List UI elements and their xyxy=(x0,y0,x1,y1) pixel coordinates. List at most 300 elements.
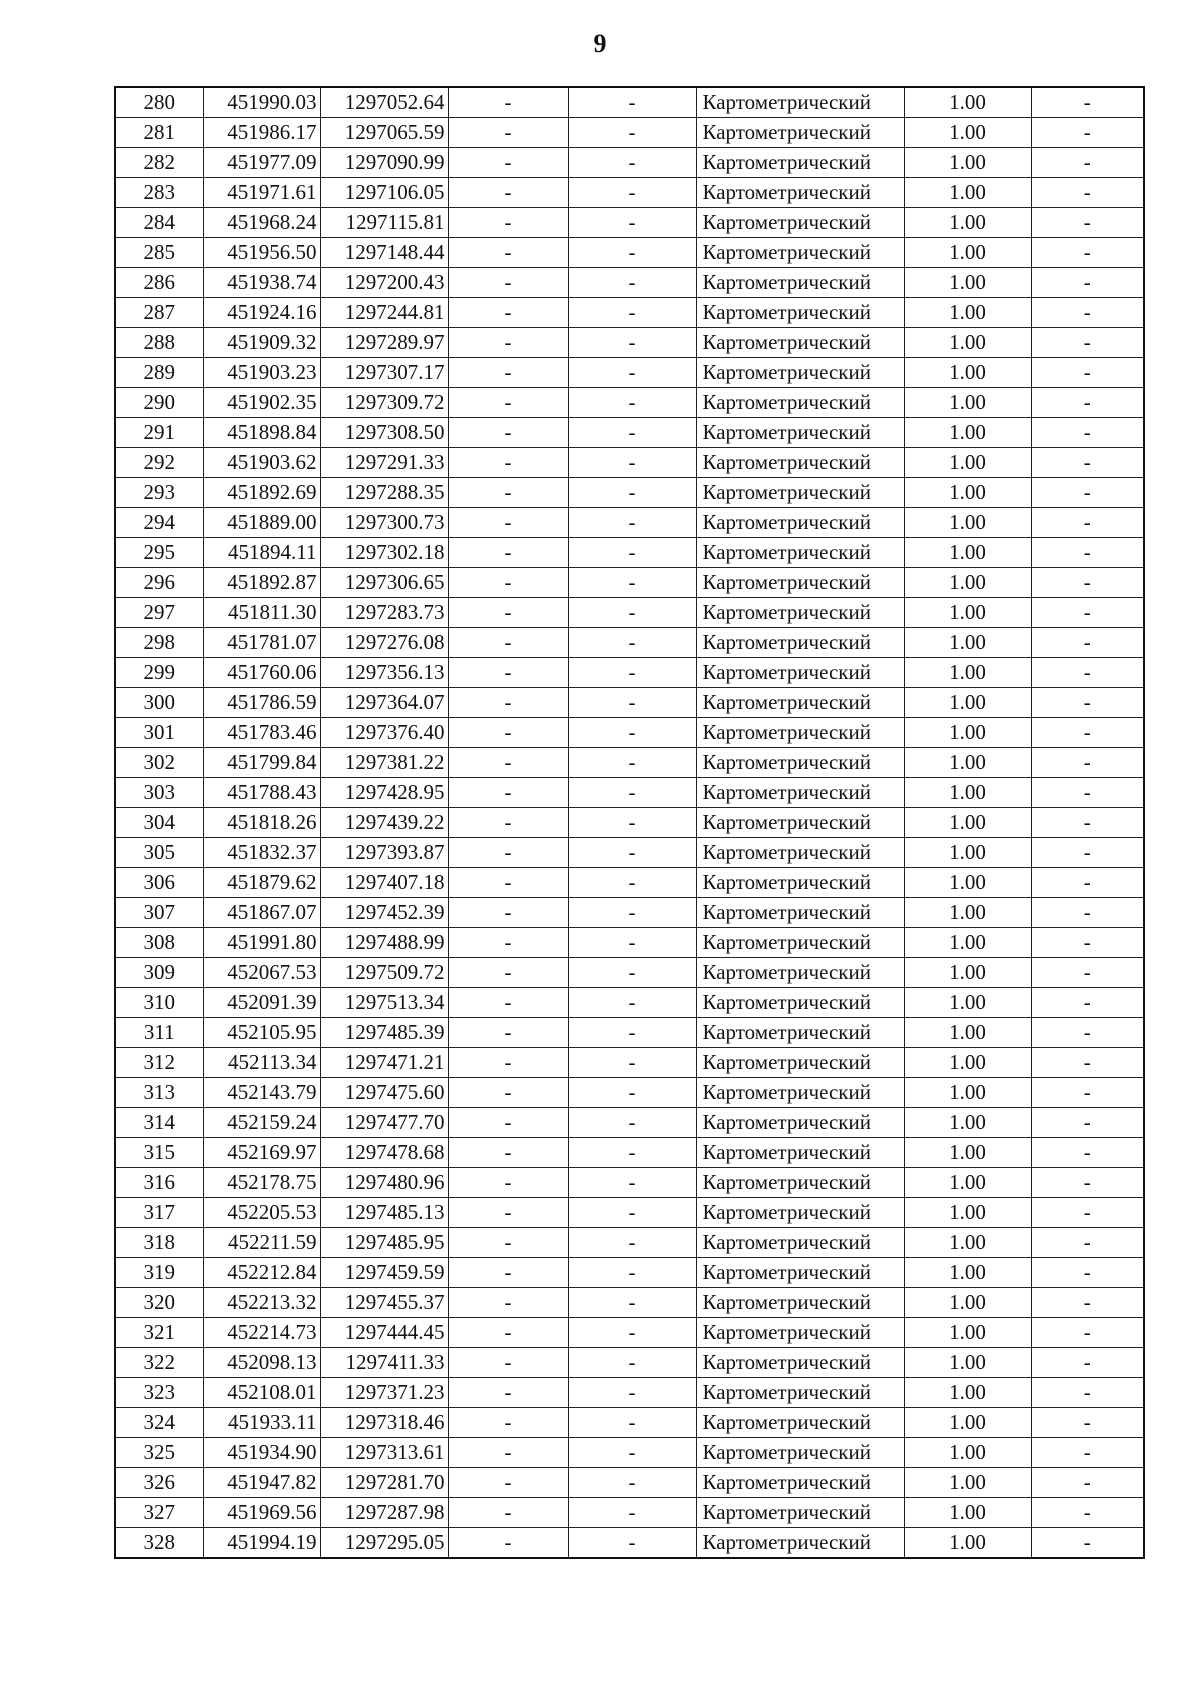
accuracy-cell: 1.00 xyxy=(904,1348,1031,1378)
point-number-cell: 309 xyxy=(115,958,203,988)
empty-y-cell: - xyxy=(568,178,696,208)
description-cell: - xyxy=(1031,898,1144,928)
table-row xyxy=(115,568,1144,598)
point-number-cell: 288 xyxy=(115,328,203,358)
description-cell: - xyxy=(1031,868,1144,898)
empty-y-cell: - xyxy=(568,958,696,988)
empty-y-cell: - xyxy=(568,1348,696,1378)
description-cell: - xyxy=(1031,928,1144,958)
empty-x-cell: - xyxy=(448,148,568,178)
empty-y-cell: - xyxy=(568,598,696,628)
point-number-cell: 325 xyxy=(115,1438,203,1468)
empty-y-cell: - xyxy=(568,358,696,388)
empty-y-cell: - xyxy=(568,1258,696,1288)
accuracy-cell: 1.00 xyxy=(904,748,1031,778)
description-cell: - xyxy=(1031,598,1144,628)
description-cell: - xyxy=(1031,1468,1144,1498)
accuracy-cell: 1.00 xyxy=(904,208,1031,238)
x-coordinate-cell: 451971.61 xyxy=(203,178,320,208)
table-row xyxy=(115,1258,1144,1288)
y-coordinate-cell: 1297289.97 xyxy=(320,328,448,358)
method-cell: Картометрический xyxy=(696,1498,904,1528)
table-row xyxy=(115,1078,1144,1108)
table-row xyxy=(115,1288,1144,1318)
y-coordinate-cell: 1297478.68 xyxy=(320,1138,448,1168)
y-coordinate-cell: 1297407.18 xyxy=(320,868,448,898)
description-cell: - xyxy=(1031,178,1144,208)
empty-x-cell: - xyxy=(448,1108,568,1138)
x-coordinate-cell: 452205.53 xyxy=(203,1198,320,1228)
empty-x-cell: - xyxy=(448,1258,568,1288)
method-cell: Картометрический xyxy=(696,1528,904,1559)
empty-x-cell: - xyxy=(448,478,568,508)
empty-y-cell: - xyxy=(568,1288,696,1318)
empty-x-cell: - xyxy=(448,1378,568,1408)
table-row xyxy=(115,808,1144,838)
x-coordinate-cell: 451832.37 xyxy=(203,838,320,868)
method-cell: Картометрический xyxy=(696,1378,904,1408)
accuracy-cell: 1.00 xyxy=(904,1438,1031,1468)
x-coordinate-cell: 451799.84 xyxy=(203,748,320,778)
y-coordinate-cell: 1297411.33 xyxy=(320,1348,448,1378)
x-coordinate-cell: 451934.90 xyxy=(203,1438,320,1468)
description-cell: - xyxy=(1031,418,1144,448)
empty-x-cell: - xyxy=(448,658,568,688)
table-row xyxy=(115,1348,1144,1378)
x-coordinate-cell: 451991.80 xyxy=(203,928,320,958)
y-coordinate-cell: 1297455.37 xyxy=(320,1288,448,1318)
empty-x-cell: - xyxy=(448,87,568,118)
accuracy-cell: 1.00 xyxy=(904,298,1031,328)
description-cell: - xyxy=(1031,958,1144,988)
accuracy-cell: 1.00 xyxy=(904,568,1031,598)
empty-y-cell: - xyxy=(568,748,696,778)
empty-y-cell: - xyxy=(568,298,696,328)
y-coordinate-cell: 1297480.96 xyxy=(320,1168,448,1198)
point-number-cell: 328 xyxy=(115,1528,203,1559)
method-cell: Картометрический xyxy=(696,1288,904,1318)
method-cell: Картометрический xyxy=(696,1258,904,1288)
table-row xyxy=(115,1228,1144,1258)
point-number-cell: 312 xyxy=(115,1048,203,1078)
table-row xyxy=(115,208,1144,238)
method-cell: Картометрический xyxy=(696,1168,904,1198)
point-number-cell: 326 xyxy=(115,1468,203,1498)
empty-y-cell: - xyxy=(568,418,696,448)
point-number-cell: 305 xyxy=(115,838,203,868)
y-coordinate-cell: 1297485.13 xyxy=(320,1198,448,1228)
y-coordinate-cell: 1297283.73 xyxy=(320,598,448,628)
y-coordinate-cell: 1297428.95 xyxy=(320,778,448,808)
empty-y-cell: - xyxy=(568,1408,696,1438)
empty-y-cell: - xyxy=(568,1228,696,1258)
empty-y-cell: - xyxy=(568,1378,696,1408)
accuracy-cell: 1.00 xyxy=(904,1168,1031,1198)
accuracy-cell: 1.00 xyxy=(904,238,1031,268)
method-cell: Картометрический xyxy=(696,808,904,838)
description-cell: - xyxy=(1031,448,1144,478)
description-cell: - xyxy=(1031,1318,1144,1348)
method-cell: Картометрический xyxy=(696,778,904,808)
empty-y-cell: - xyxy=(568,838,696,868)
description-cell: - xyxy=(1031,208,1144,238)
y-coordinate-cell: 1297488.99 xyxy=(320,928,448,958)
empty-y-cell: - xyxy=(568,1078,696,1108)
description-cell: - xyxy=(1031,1348,1144,1378)
point-number-cell: 319 xyxy=(115,1258,203,1288)
x-coordinate-cell: 452113.34 xyxy=(203,1048,320,1078)
y-coordinate-cell: 1297459.59 xyxy=(320,1258,448,1288)
y-coordinate-cell: 1297318.46 xyxy=(320,1408,448,1438)
y-coordinate-cell: 1297148.44 xyxy=(320,238,448,268)
description-cell: - xyxy=(1031,748,1144,778)
table-row xyxy=(115,1468,1144,1498)
point-number-cell: 292 xyxy=(115,448,203,478)
description-cell: - xyxy=(1031,1018,1144,1048)
table-row xyxy=(115,1498,1144,1528)
table-row xyxy=(115,1378,1144,1408)
point-number-cell: 302 xyxy=(115,748,203,778)
x-coordinate-cell: 452159.24 xyxy=(203,1108,320,1138)
method-cell: Картометрический xyxy=(696,868,904,898)
y-coordinate-cell: 1297452.39 xyxy=(320,898,448,928)
y-coordinate-cell: 1297376.40 xyxy=(320,718,448,748)
y-coordinate-cell: 1297393.87 xyxy=(320,838,448,868)
empty-y-cell: - xyxy=(568,508,696,538)
empty-y-cell: - xyxy=(568,1198,696,1228)
empty-x-cell: - xyxy=(448,388,568,418)
empty-y-cell: - xyxy=(568,1468,696,1498)
x-coordinate-cell: 451788.43 xyxy=(203,778,320,808)
y-coordinate-cell: 1297475.60 xyxy=(320,1078,448,1108)
description-cell: - xyxy=(1031,1498,1144,1528)
method-cell: Картометрический xyxy=(696,898,904,928)
empty-x-cell: - xyxy=(448,688,568,718)
point-number-cell: 286 xyxy=(115,268,203,298)
empty-y-cell: - xyxy=(568,148,696,178)
accuracy-cell: 1.00 xyxy=(904,1198,1031,1228)
table-row xyxy=(115,118,1144,148)
description-cell: - xyxy=(1031,1258,1144,1288)
empty-x-cell: - xyxy=(448,748,568,778)
method-cell: Картометрический xyxy=(696,538,904,568)
x-coordinate-cell: 451894.11 xyxy=(203,538,320,568)
x-coordinate-cell: 451933.11 xyxy=(203,1408,320,1438)
empty-x-cell: - xyxy=(448,988,568,1018)
accuracy-cell: 1.00 xyxy=(904,448,1031,478)
method-cell: Картометрический xyxy=(696,1048,904,1078)
x-coordinate-cell: 452211.59 xyxy=(203,1228,320,1258)
table-row xyxy=(115,598,1144,628)
empty-y-cell: - xyxy=(568,538,696,568)
description-cell: - xyxy=(1031,538,1144,568)
table-row xyxy=(115,838,1144,868)
y-coordinate-cell: 1297313.61 xyxy=(320,1438,448,1468)
y-coordinate-cell: 1297200.43 xyxy=(320,268,448,298)
table-row xyxy=(115,1198,1144,1228)
description-cell: - xyxy=(1031,1138,1144,1168)
x-coordinate-cell: 452169.97 xyxy=(203,1138,320,1168)
empty-x-cell: - xyxy=(448,808,568,838)
point-number-cell: 322 xyxy=(115,1348,203,1378)
accuracy-cell: 1.00 xyxy=(904,1498,1031,1528)
accuracy-cell: 1.00 xyxy=(904,418,1031,448)
accuracy-cell: 1.00 xyxy=(904,1288,1031,1318)
accuracy-cell: 1.00 xyxy=(904,328,1031,358)
y-coordinate-cell: 1297513.34 xyxy=(320,988,448,1018)
description-cell: - xyxy=(1031,568,1144,598)
description-cell: - xyxy=(1031,688,1144,718)
point-number-cell: 294 xyxy=(115,508,203,538)
accuracy-cell: 1.00 xyxy=(904,868,1031,898)
x-coordinate-cell: 452214.73 xyxy=(203,1318,320,1348)
method-cell: Картометрический xyxy=(696,238,904,268)
point-number-cell: 308 xyxy=(115,928,203,958)
empty-x-cell: - xyxy=(448,1228,568,1258)
accuracy-cell: 1.00 xyxy=(904,1528,1031,1559)
y-coordinate-cell: 1297295.05 xyxy=(320,1528,448,1559)
table-row xyxy=(115,328,1144,358)
description-cell: - xyxy=(1031,388,1144,418)
table-row xyxy=(115,928,1144,958)
table-row xyxy=(115,718,1144,748)
accuracy-cell: 1.00 xyxy=(904,1318,1031,1348)
method-cell: Картометрический xyxy=(696,1078,904,1108)
y-coordinate-cell: 1297371.23 xyxy=(320,1378,448,1408)
y-coordinate-cell: 1297307.17 xyxy=(320,358,448,388)
description-cell: - xyxy=(1031,1378,1144,1408)
y-coordinate-cell: 1297065.59 xyxy=(320,118,448,148)
table-row xyxy=(115,898,1144,928)
y-coordinate-cell: 1297444.45 xyxy=(320,1318,448,1348)
description-cell: - xyxy=(1031,238,1144,268)
x-coordinate-cell: 451867.07 xyxy=(203,898,320,928)
description-cell: - xyxy=(1031,328,1144,358)
empty-x-cell: - xyxy=(448,448,568,478)
empty-y-cell: - xyxy=(568,1498,696,1528)
x-coordinate-cell: 451898.84 xyxy=(203,418,320,448)
point-number-cell: 287 xyxy=(115,298,203,328)
method-cell: Картометрический xyxy=(696,1198,904,1228)
empty-y-cell: - xyxy=(568,1108,696,1138)
accuracy-cell: 1.00 xyxy=(904,1018,1031,1048)
x-coordinate-cell: 451990.03 xyxy=(203,87,320,118)
x-coordinate-cell: 451879.62 xyxy=(203,868,320,898)
empty-x-cell: - xyxy=(448,928,568,958)
description-cell: - xyxy=(1031,1198,1144,1228)
method-cell: Картометрический xyxy=(696,1438,904,1468)
accuracy-cell: 1.00 xyxy=(904,718,1031,748)
accuracy-cell: 1.00 xyxy=(904,1408,1031,1438)
y-coordinate-cell: 1297281.70 xyxy=(320,1468,448,1498)
table-row xyxy=(115,1168,1144,1198)
method-cell: Картометрический xyxy=(696,358,904,388)
y-coordinate-cell: 1297276.08 xyxy=(320,628,448,658)
x-coordinate-cell: 451786.59 xyxy=(203,688,320,718)
method-cell: Картометрический xyxy=(696,448,904,478)
empty-x-cell: - xyxy=(448,538,568,568)
method-cell: Картометрический xyxy=(696,718,904,748)
y-coordinate-cell: 1297302.18 xyxy=(320,538,448,568)
table-row xyxy=(115,1138,1144,1168)
empty-x-cell: - xyxy=(448,1468,568,1498)
table-row xyxy=(115,688,1144,718)
x-coordinate-cell: 451909.32 xyxy=(203,328,320,358)
empty-y-cell: - xyxy=(568,688,696,718)
empty-x-cell: - xyxy=(448,418,568,448)
method-cell: Картометрический xyxy=(696,1018,904,1048)
description-cell: - xyxy=(1031,148,1144,178)
empty-y-cell: - xyxy=(568,808,696,838)
accuracy-cell: 1.00 xyxy=(904,1258,1031,1288)
table-row xyxy=(115,178,1144,208)
accuracy-cell: 1.00 xyxy=(904,1228,1031,1258)
empty-x-cell: - xyxy=(448,1198,568,1228)
x-coordinate-cell: 452105.95 xyxy=(203,1018,320,1048)
empty-y-cell: - xyxy=(568,1528,696,1559)
point-number-cell: 301 xyxy=(115,718,203,748)
description-cell: - xyxy=(1031,1288,1144,1318)
table-row xyxy=(115,778,1144,808)
empty-x-cell: - xyxy=(448,1018,568,1048)
method-cell: Картометрический xyxy=(696,1408,904,1438)
method-cell: Картометрический xyxy=(696,628,904,658)
table-row xyxy=(115,478,1144,508)
accuracy-cell: 1.00 xyxy=(904,1048,1031,1078)
accuracy-cell: 1.00 xyxy=(904,508,1031,538)
x-coordinate-cell: 451924.16 xyxy=(203,298,320,328)
empty-y-cell: - xyxy=(568,1048,696,1078)
description-cell: - xyxy=(1031,1108,1144,1138)
point-number-cell: 323 xyxy=(115,1378,203,1408)
empty-x-cell: - xyxy=(448,208,568,238)
y-coordinate-cell: 1297300.73 xyxy=(320,508,448,538)
description-cell: - xyxy=(1031,1228,1144,1258)
description-cell: - xyxy=(1031,508,1144,538)
empty-x-cell: - xyxy=(448,508,568,538)
empty-x-cell: - xyxy=(448,1138,568,1168)
x-coordinate-cell: 451986.17 xyxy=(203,118,320,148)
coordinates-table-body xyxy=(115,87,1144,1558)
y-coordinate-cell: 1297052.64 xyxy=(320,87,448,118)
empty-x-cell: - xyxy=(448,1288,568,1318)
empty-x-cell: - xyxy=(448,1438,568,1468)
method-cell: Картометрический xyxy=(696,988,904,1018)
empty-x-cell: - xyxy=(448,598,568,628)
accuracy-cell: 1.00 xyxy=(904,178,1031,208)
table-row xyxy=(115,1048,1144,1078)
empty-y-cell: - xyxy=(568,1168,696,1198)
point-number-cell: 291 xyxy=(115,418,203,448)
empty-x-cell: - xyxy=(448,358,568,388)
accuracy-cell: 1.00 xyxy=(904,898,1031,928)
empty-y-cell: - xyxy=(568,1438,696,1468)
method-cell: Картометрический xyxy=(696,1138,904,1168)
x-coordinate-cell: 452098.13 xyxy=(203,1348,320,1378)
point-number-cell: 318 xyxy=(115,1228,203,1258)
empty-x-cell: - xyxy=(448,238,568,268)
description-cell: - xyxy=(1031,358,1144,388)
accuracy-cell: 1.00 xyxy=(904,268,1031,298)
empty-x-cell: - xyxy=(448,298,568,328)
empty-x-cell: - xyxy=(448,328,568,358)
accuracy-cell: 1.00 xyxy=(904,1138,1031,1168)
description-cell: - xyxy=(1031,1048,1144,1078)
table-row xyxy=(115,268,1144,298)
empty-y-cell: - xyxy=(568,868,696,898)
x-coordinate-cell: 451781.07 xyxy=(203,628,320,658)
x-coordinate-cell: 452178.75 xyxy=(203,1168,320,1198)
y-coordinate-cell: 1297306.65 xyxy=(320,568,448,598)
description-cell: - xyxy=(1031,1528,1144,1559)
y-coordinate-cell: 1297291.33 xyxy=(320,448,448,478)
point-number-cell: 314 xyxy=(115,1108,203,1138)
accuracy-cell: 1.00 xyxy=(904,1078,1031,1108)
x-coordinate-cell: 451892.69 xyxy=(203,478,320,508)
description-cell: - xyxy=(1031,838,1144,868)
description-cell: - xyxy=(1031,808,1144,838)
table-row xyxy=(115,1318,1144,1348)
point-number-cell: 289 xyxy=(115,358,203,388)
x-coordinate-cell: 451760.06 xyxy=(203,658,320,688)
method-cell: Картометрический xyxy=(696,568,904,598)
accuracy-cell: 1.00 xyxy=(904,388,1031,418)
method-cell: Картометрический xyxy=(696,838,904,868)
table-row xyxy=(115,448,1144,478)
x-coordinate-cell: 451783.46 xyxy=(203,718,320,748)
point-number-cell: 303 xyxy=(115,778,203,808)
method-cell: Картометрический xyxy=(696,178,904,208)
empty-y-cell: - xyxy=(568,928,696,958)
y-coordinate-cell: 1297106.05 xyxy=(320,178,448,208)
table-row xyxy=(115,148,1144,178)
point-number-cell: 299 xyxy=(115,658,203,688)
table-row xyxy=(115,298,1144,328)
method-cell: Картометрический xyxy=(696,658,904,688)
empty-x-cell: - xyxy=(448,268,568,298)
y-coordinate-cell: 1297381.22 xyxy=(320,748,448,778)
x-coordinate-cell: 451818.26 xyxy=(203,808,320,838)
point-number-cell: 315 xyxy=(115,1138,203,1168)
point-number-cell: 310 xyxy=(115,988,203,1018)
empty-y-cell: - xyxy=(568,1138,696,1168)
method-cell: Картометрический xyxy=(696,1348,904,1378)
accuracy-cell: 1.00 xyxy=(904,928,1031,958)
accuracy-cell: 1.00 xyxy=(904,538,1031,568)
x-coordinate-cell: 451968.24 xyxy=(203,208,320,238)
point-number-cell: 297 xyxy=(115,598,203,628)
point-number-cell: 296 xyxy=(115,568,203,598)
point-number-cell: 320 xyxy=(115,1288,203,1318)
point-number-cell: 321 xyxy=(115,1318,203,1348)
accuracy-cell: 1.00 xyxy=(904,658,1031,688)
x-coordinate-cell: 451977.09 xyxy=(203,148,320,178)
point-number-cell: 313 xyxy=(115,1078,203,1108)
y-coordinate-cell: 1297471.21 xyxy=(320,1048,448,1078)
description-cell: - xyxy=(1031,778,1144,808)
accuracy-cell: 1.00 xyxy=(904,688,1031,718)
y-coordinate-cell: 1297287.98 xyxy=(320,1498,448,1528)
table-row xyxy=(115,1018,1144,1048)
accuracy-cell: 1.00 xyxy=(904,628,1031,658)
point-number-cell: 300 xyxy=(115,688,203,718)
point-number-cell: 316 xyxy=(115,1168,203,1198)
table-row xyxy=(115,87,1144,118)
empty-y-cell: - xyxy=(568,268,696,298)
empty-x-cell: - xyxy=(448,718,568,748)
y-coordinate-cell: 1297288.35 xyxy=(320,478,448,508)
empty-x-cell: - xyxy=(448,868,568,898)
